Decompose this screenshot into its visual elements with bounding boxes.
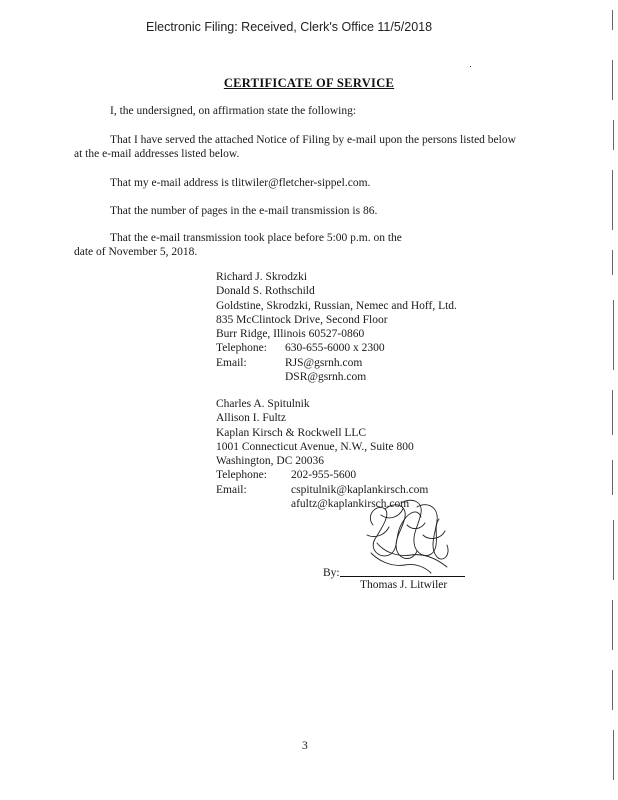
scan-edge-artifact <box>612 0 614 800</box>
paragraph-4-line-1: That the e-mail transmission took place before 5:00 p.m. on the <box>110 232 402 244</box>
email-label: Email: <box>216 483 247 496</box>
signatory-name: Thomas J. Litwiler <box>360 579 448 591</box>
recipient-line: Richard J. Skrodzki <box>216 271 308 283</box>
recipient-line: Charles A. Spitulnik <box>216 398 310 410</box>
email-value: DSR@gsrnh.com <box>285 371 367 384</box>
handwritten-signature <box>355 495 465 577</box>
telephone-value: 630-655-6000 x 2300 <box>285 342 385 355</box>
recipient-line: 1001 Connecticut Avenue, N.W., Suite 800 <box>216 440 414 453</box>
recipient-line: Burr Ridge, Illinois 60527-0860 <box>216 328 365 341</box>
recipient-block-1 <box>216 270 457 384</box>
telephone-label: Telephone: <box>216 469 267 482</box>
document-title-text: CERTIFICATE OF SERVICE <box>223 76 395 90</box>
paragraph-4-line-2: date of November 5, 2018. <box>74 246 198 258</box>
recipient-line: Washington, DC 20036 <box>216 455 325 468</box>
page-number: 3 <box>302 740 308 752</box>
paragraph-1-line-2: at the e-mail addresses listed below. <box>74 148 240 160</box>
paragraph-3: That the number of pages in the e-mail transmission is 86. <box>110 205 378 217</box>
telephone-label: Telephone: <box>216 342 267 355</box>
intro-paragraph: I, the undersigned, on affirmation state the following: <box>110 105 357 117</box>
telephone-row <box>216 468 428 482</box>
filing-stamp: Electronic Filing: Received, Clerk's Office 11/5/2018 <box>146 20 433 34</box>
recipient-line: 835 McClintock Drive, Second Floor <box>216 313 388 326</box>
email-value: afultz@kaplankirsch.com <box>291 498 410 511</box>
recipient-line: Kaplan Kirsch & Rockwell LLC <box>216 426 367 439</box>
email-row-2 <box>216 370 457 384</box>
signature-by-label: By: <box>323 567 340 579</box>
scan-speck <box>470 66 471 67</box>
telephone-value: 202-955-5600 <box>291 469 357 482</box>
telephone-row <box>216 341 457 355</box>
recipient-line: Donald S. Rothschild <box>216 285 315 298</box>
email-value: RJS@gsrnh.com <box>285 356 363 369</box>
email-row <box>216 356 457 370</box>
paragraph-2: That my e-mail address is tlitwiler@fletcher-sippel.com. <box>110 177 371 189</box>
email-value: cspitulnik@kaplankirsch.com <box>291 483 429 496</box>
signature-line <box>340 576 465 577</box>
document-title <box>0 76 618 91</box>
paragraph-1-line-1: That I have served the attached Notice of Filing by e-mail upon the persons listed below <box>110 134 516 146</box>
recipient-line: Goldstine, Skrodzki, Russian, Nemec and Hoff, Ltd. <box>216 299 457 312</box>
recipient-line: Allison I. Fultz <box>216 412 286 425</box>
email-label: Email: <box>216 356 247 369</box>
